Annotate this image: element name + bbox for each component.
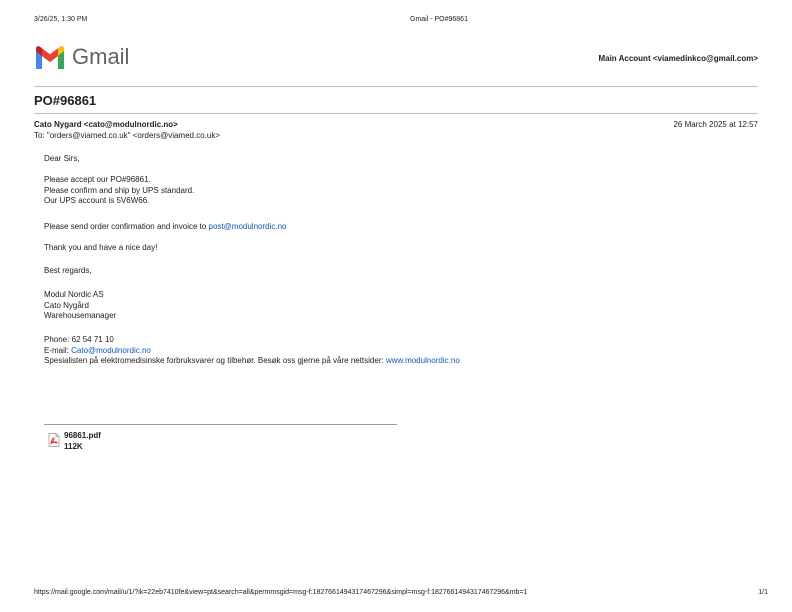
email-subject: PO#96861 — [34, 93, 97, 108]
pdf-icon — [47, 433, 61, 447]
body-line: Please accept our PO#96861. — [44, 175, 151, 184]
signature-title: Warehousemanager — [44, 311, 117, 320]
attachment-filename[interactable]: 96861.pdf — [64, 431, 101, 440]
send-paragraph — [44, 222, 287, 233]
phone-line: Phone: 62 54 71 10 — [44, 335, 114, 344]
regards-line: Best regards, — [44, 266, 92, 275]
divider — [34, 86, 758, 87]
divider — [34, 113, 758, 114]
sender-name: Cato Nygard <cato@modulnordic.no> — [34, 120, 178, 129]
website-link[interactable]: www.modulnordic.no — [385, 356, 460, 365]
attachment-size: 112K — [64, 442, 83, 451]
print-url: https://mail.google.com/mail/u/1/?ik=22eb7410fe&view=pt&search=all&permmsgid=msg-f:1827661494317467296&simpl=msg-f:1827661494317467296&mb=1 — [34, 589, 528, 596]
attachment-divider — [44, 424, 397, 425]
thanks-line: Thank you and have a nice day! — [44, 243, 158, 252]
greeting: Dear Sirs, — [44, 154, 80, 163]
contact-email-link[interactable]: Cato@modulnordic.no — [71, 345, 151, 355]
signature-block — [44, 290, 116, 322]
contact-block — [44, 335, 460, 367]
sender — [34, 119, 178, 130]
gmail-logo-icon — [34, 45, 66, 69]
email-body — [44, 154, 80, 165]
gmail-wordmark: Gmail — [72, 44, 130, 69]
order-paragraph — [44, 175, 194, 207]
account-label: Main Account <viamedinkco@gmail.com> — [598, 54, 758, 63]
send-text: Please send order confirmation and invoice to — [44, 222, 209, 231]
print-page-title: Gmail - PO#96861 — [410, 16, 468, 23]
specialist-text: Spesialisten på elektromedisinske forbruksvarer og tilbehør. Besøk oss gjerne på våre nettsider: — [44, 356, 386, 365]
print-datetime: 3/26/25, 1:30 PM — [34, 16, 88, 23]
email-date: 26 March 2025 at 12:57 — [673, 120, 758, 129]
recipient: To: "orders@viamed.co.uk" <orders@viamed.co.uk> — [34, 131, 220, 140]
email-prefix: E-mail: — [44, 345, 72, 355]
signature-company: Modul Nordic AS — [44, 290, 104, 299]
post-email-link[interactable]: post@modulnordic.no — [208, 222, 287, 231]
signature-name: Cato Nygård — [44, 300, 89, 310]
body-line: Our UPS account is 5V6W66. — [44, 196, 150, 205]
body-line: Please confirm and ship by UPS standard. — [44, 185, 195, 195]
print-page-number: 1/1 — [758, 589, 768, 596]
